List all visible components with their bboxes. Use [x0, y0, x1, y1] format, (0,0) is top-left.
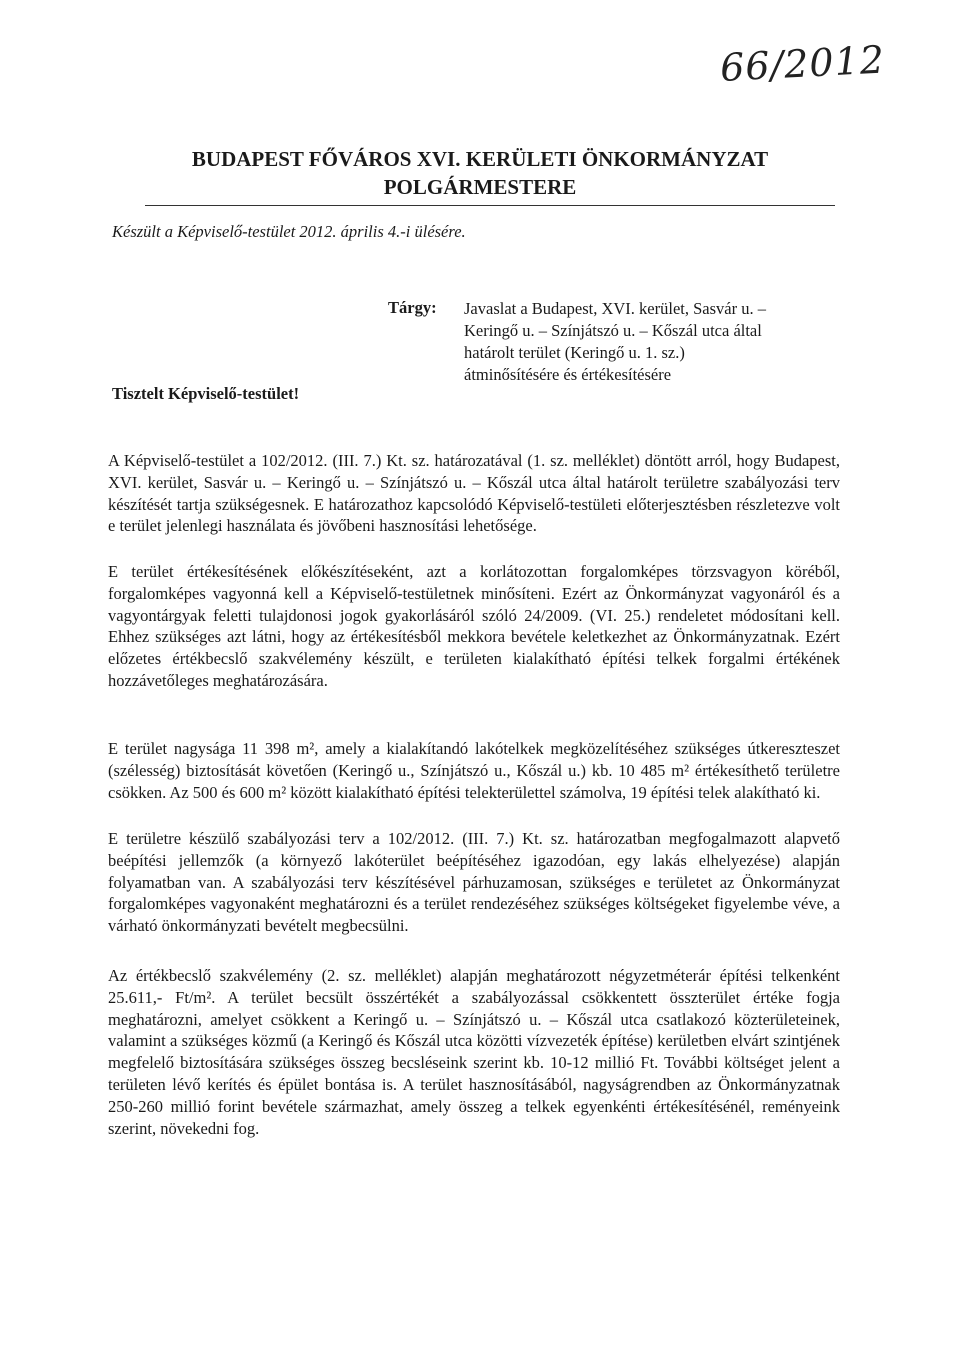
subject-line: határolt terület (Keringő u. 1. sz.)	[464, 343, 685, 362]
institution-heading: BUDAPEST FŐVÁROS XVI. KERÜLETI ÖNKORMÁNYZAT	[191, 147, 769, 171]
body-paragraph-4	[108, 828, 840, 937]
handwritten-registration-number: 66/2012	[719, 37, 886, 90]
subject-label: Tárgy:	[388, 298, 437, 317]
subject-line: Javaslat a Budapest, XVI. kerület, Sasvár u. –	[464, 299, 766, 318]
paragraph-text: E terület nagysága 11 398 m², amely a kialakítandó lakótelkek megközelítéséhez szükséges útkereszteszet (szélesség) biztosítását követően (Keringő u., Színjátszó u., Kőszál u.) kb. 10 485 m² értékesíthető területre csökken. Az 500 és 600 m² között kialakítható építési telekterülettel számolva, 19 építési telek alakítható ki.	[108, 739, 840, 802]
subject-text	[464, 298, 844, 386]
body-paragraph-1	[108, 450, 840, 537]
body-paragraph-2	[108, 561, 840, 692]
paragraph-text: E területre készülő szabályozási terv a 102/2012. (III. 7.) Kt. sz. határozatban megfogalmazott alapvető beépítési jellemzők (a környező lakóterület beépítéséhez igazodóan, egy lakás elhelyezése) alapján folyamatban van. A szabályozási terv készítésével párhuzamosan, szükséges e területet az Önkormányzat forgalomképes vagyonaként meghatározni és a terület rendezéséhez szükséges költségeket figyelembe véve, a várható önkormányzati bevételt megbecsülni.	[108, 829, 840, 936]
paragraph-text: A Képviselő-testület a 102/2012. (III. 7.) Kt. sz. határozatával (1. sz. melléklet) döntött arról, hogy Budapest, XVI. kerület, Sasvár u. – Keringő u. – Színjátszó u. – Kőszál utca által határolt területre szabályozási terv készítését tartja szükségesnek. E határozathoz kapcsolódó Képviselő-testületi előterjesztésben részletezve volt e terület jelenlegi használata és jövőbeni hasznosítási lehetősége.	[108, 451, 840, 536]
subject-line: átminősítésére és értékesítésére	[464, 365, 672, 384]
office-heading: POLGÁRMESTERE	[383, 175, 577, 199]
body-paragraph-3	[108, 738, 840, 803]
paragraph-text: E terület értékesítésének előkészítéseként, azt a korlátozottan forgalomképes törzsvagyon köréből, forgalomképes vagyonná kell a Képviselő-testületnek minősíteni. Ezért az Önkormányzat vagyonáról és a vagyontárgyak feletti tulajdonosi jogok gyakorlásáról szóló 24/2009. (VI. 25.) rendeletet módosítani kell. Ehhez szükséges azt látni, hogy az értékesítésből mekkora bevétele keletkezhet az Önkormányzatnak. Ezért előzetes értékbecslő szakvélemény készült, e területen kialakítható építési telkek forgalmi értékének hozzávetőleges meghatározására.	[108, 562, 840, 690]
salutation: Tisztelt Képviselő-testület!	[112, 384, 300, 403]
body-paragraph-5	[108, 965, 840, 1139]
paragraph-text: Az értékbecslő szakvélemény (2. sz. melléklet) alapján meghatározott négyzetméterár építési telkenként 25.611,- Ft/m². A terület becsült összértékét a szabályozással csökkentett összterület értéke fogja meghatározni, amelyet csökkent a Keringő u. – Színjátszó u. – Kőszál utca csatlakozó közterületeinek, valamint a szükséges közmű (a Keringő és Kőszál utca közötti vízvezeték építése) kerületben elvárt szintjének megfelelő biztosítására szükséges összeg becsléseink szerint kb. 10-12 millió Ft. További költséget jelent a területen lévő kerítés és épület bontása is. A terület hasznosításából, nagyságrendben az Önkormányzatnak 250-260 millió forint bevétele származhat, amely összeg a telkek egyenkénti értékesítésénél, reményeink szerint, növekedni fog.	[108, 966, 840, 1138]
subject-line: Keringő u. – Színjátszó u. – Kőszál utca által	[464, 321, 762, 340]
prepared-for-line: Készült a Képviselő-testület 2012. április 4.-i ülésére.	[112, 222, 466, 241]
heading-divider	[145, 205, 835, 206]
